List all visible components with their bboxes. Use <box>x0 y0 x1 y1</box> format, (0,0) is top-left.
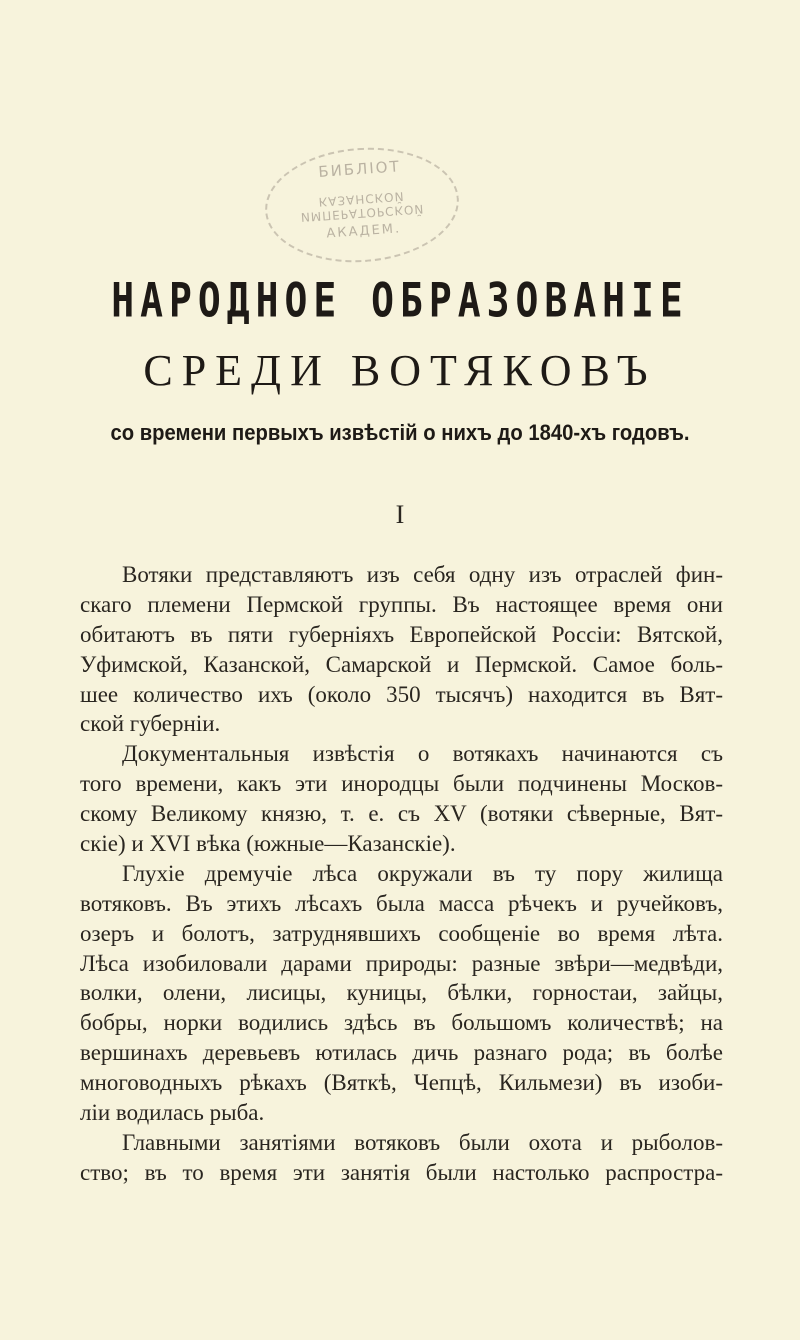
text-line: волки, олени, лисицы, куницы, бѣлки, горностаи, зайцы, <box>80 980 723 1006</box>
title-line-2: СРЕДИ ВОТЯКОВЪ <box>143 346 657 395</box>
text-line: вершинахъ деревьевъ ютилась дичь разнаго рода; въ болѣе <box>80 1040 723 1066</box>
library-stamp <box>261 141 462 268</box>
stamp-text: БИБЛIОТ <box>317 157 402 181</box>
title-line-1: НАРОДНОЕ ОБРАЗОВАНIЕ <box>111 272 689 328</box>
text-line: обитаютъ въ пяти губернiяхъ Европейской Россiи: Вятской, <box>80 621 723 647</box>
text-line: Уфимской, Казанской, Самарской и Пермской. Самое боль- <box>80 651 723 677</box>
subtitle: со времени первыхъ извѣстiй о нихъ до 1840-хъ годовъ. <box>110 420 690 445</box>
text-line: Глухiе дремучiе лѣса окружали въ ту пору жилища <box>122 860 723 886</box>
text-line: вотяковъ. Въ этихъ лѣсахъ была масса рѣчекъ и ручейковъ, <box>80 890 723 916</box>
text-line: Вотяки представляютъ изъ себя одну изъ отраслей фин- <box>122 562 723 587</box>
text-line: озеръ и болотъ, затруднявшихъ сообщенiе во время лѣта. <box>80 920 723 946</box>
text-line: скому Великому князю, т. е. съ XV (вотяки сѣверные, Вят- <box>80 801 723 827</box>
text-line: ской губернiи. <box>80 711 221 737</box>
text-line: того времени, какъ эти инородцы были подчинены Москов- <box>80 771 723 797</box>
text-line: Главными занятiями вотяковъ были охота и рыболов- <box>122 1129 723 1155</box>
stamp-text: ИМПЕРАТОРСКОЙ КАЗАНСКОЙ <box>300 189 425 225</box>
text-line: лiи водилась рыба. <box>80 1100 265 1126</box>
text-line: бобры, норки водились здѣсь въ большомъ количествѣ; на <box>80 1010 723 1036</box>
text-line: ство; въ то время эти занятiя были настолько распростра- <box>80 1159 723 1185</box>
text-line: многоводныхъ рѣкахъ (Вяткѣ, Чепцѣ, Кильмези) въ изоби- <box>80 1070 723 1096</box>
stamp-text: АКАДЕМ. <box>326 221 402 242</box>
text-line: скаго племени Пермской группы. Въ настоящее время они <box>80 591 723 617</box>
body-text <box>80 560 723 1188</box>
text-line: Документальныя извѣстiя о вотякахъ начинаются съ <box>122 741 723 767</box>
text-line: Лѣса изобиловали дарами природы: разные звѣри—медвѣди, <box>80 950 723 976</box>
text-line: шее количество ихъ (около 350 тысячъ) находится въ Вят- <box>80 681 723 707</box>
text-line: скiе) и XVI вѣка (южные—Казанскiе). <box>80 831 456 857</box>
section-number: I <box>395 500 405 529</box>
